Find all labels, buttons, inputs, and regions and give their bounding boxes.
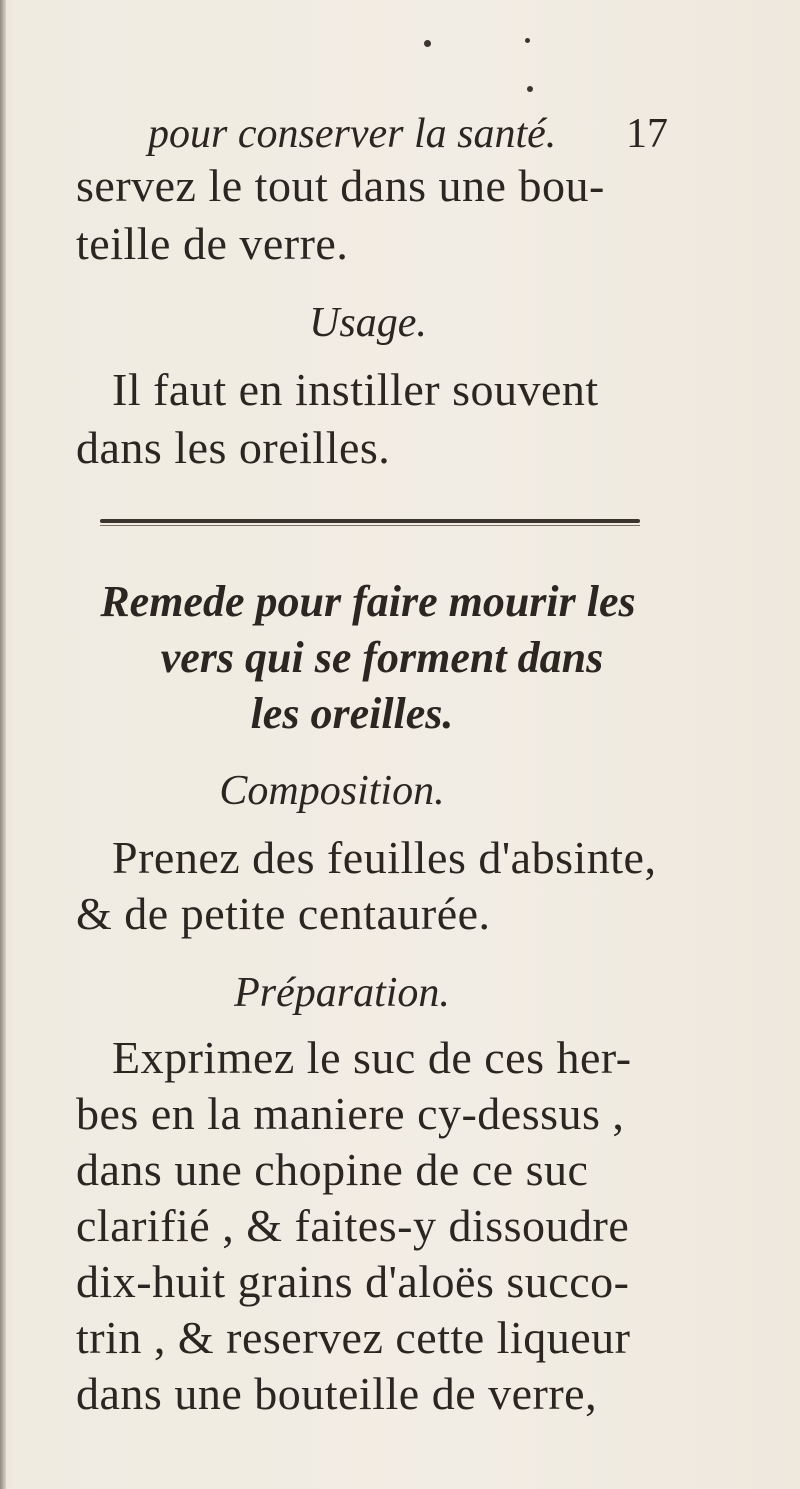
ink-speck (527, 86, 533, 92)
ink-speck (525, 38, 530, 43)
section-divider-rule (100, 519, 640, 523)
section-heading-usage: Usage. (309, 300, 427, 346)
text-line: Il faut en instiller souvent (112, 364, 599, 415)
remedy-title-line: vers qui se forment dans (160, 633, 604, 682)
running-head: pour conserver la santé. (148, 111, 557, 157)
text-line: & de petite centaurée. (76, 888, 491, 939)
text-line: dans une chopine de ce suc (76, 1144, 589, 1195)
text-line: clarifié , & faites-y dissoudre (76, 1200, 630, 1251)
text-line: Prenez des feuilles d'absinte, (112, 832, 657, 883)
remedy-title-line: Remede pour faire mourir les (100, 577, 636, 626)
page-number: 17 (626, 111, 668, 157)
text-line: dans une bouteille de verre, (76, 1368, 598, 1419)
page-spine-edge (0, 0, 6, 1489)
text-line: dix-huit grains d'aloës succo- (76, 1256, 630, 1307)
text-line: teille de verre. (76, 218, 349, 269)
page-header (148, 106, 668, 162)
text-line: dans les oreilles. (76, 422, 391, 473)
text-line: bes en la maniere cy-dessus , (76, 1088, 625, 1139)
text-line: Exprimez le suc de ces her- (112, 1032, 632, 1083)
ink-speck (424, 40, 431, 47)
remedy-title-line: les oreilles. (250, 689, 454, 738)
section-heading-composition: Composition. (219, 768, 445, 814)
text-line: servez le tout dans une bou- (76, 160, 605, 211)
text-line: trin , & reservez cette liqueur (76, 1312, 631, 1363)
section-heading-preparation: Préparation. (234, 970, 450, 1016)
